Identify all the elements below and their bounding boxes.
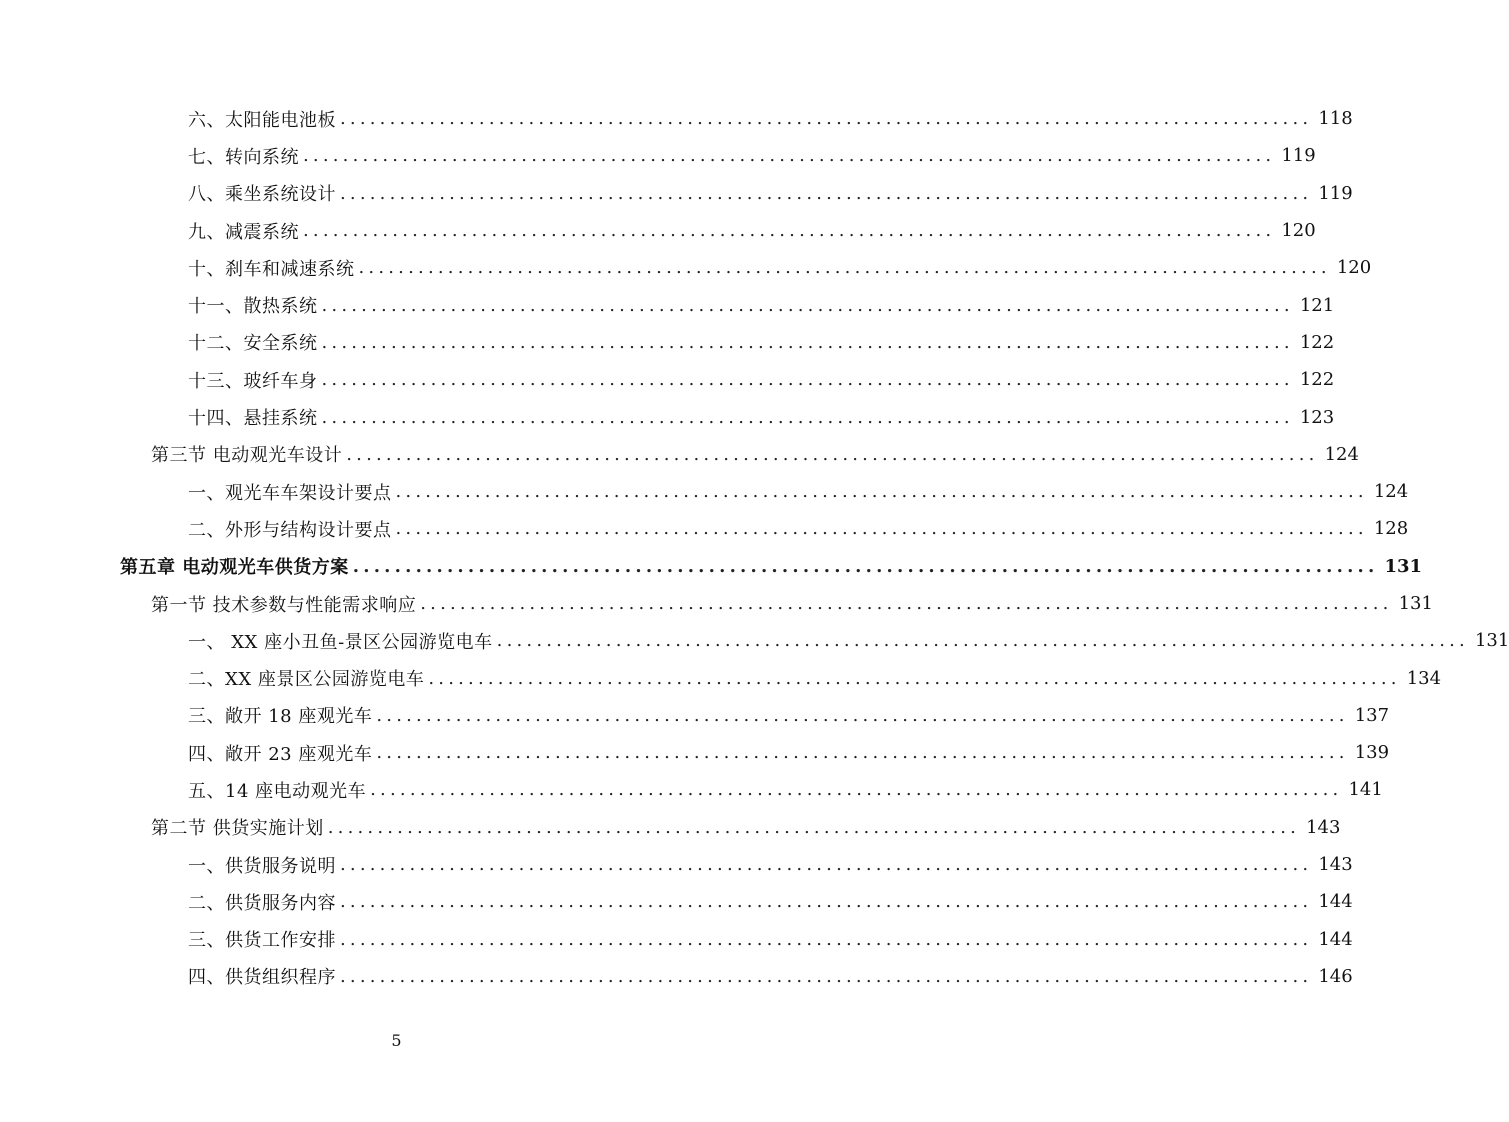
toc-entry-label: 十二、安全系统 — [188, 333, 318, 355]
toc-entry-label: 三、敞开 18 座观光车 — [188, 706, 373, 728]
page-number: 5 — [391, 1031, 402, 1050]
toc-entry-page: 131 — [1384, 555, 1423, 577]
dot-leader: .................................................................................................. — [321, 406, 1294, 428]
toc-entry-label: 五、14 座电动观光车 — [188, 780, 367, 802]
dot-leader: .................................................................................................. — [420, 593, 1393, 614]
toc-entry-label: 四、供货组织程序 — [188, 967, 336, 989]
toc-entry[interactable] — [0, 958, 1353, 995]
dot-leader: .................................................................................................. — [376, 742, 1349, 764]
toc-entry[interactable] — [0, 324, 1335, 361]
toc-entry-page: 122 — [1299, 331, 1335, 353]
toc-entry-page: 131 — [1398, 593, 1433, 614]
dot-leader: .................................................................................................. — [340, 182, 1313, 204]
toc-section-entry[interactable] — [0, 585, 1433, 622]
toc-entry[interactable] — [0, 734, 1390, 771]
toc-entry-page: 141 — [1348, 779, 1383, 801]
toc-entry-page: 118 — [1318, 108, 1353, 130]
toc-entry[interactable] — [0, 846, 1353, 883]
dot-leader: .................................................................................................. — [352, 555, 1379, 577]
toc-entry-label: 十三、玻纤车身 — [188, 370, 318, 392]
dot-leader: .................................................................................................. — [321, 294, 1294, 316]
table-of-contents — [0, 100, 1509, 995]
dot-leader: .................................................................................................. — [496, 630, 1469, 652]
toc-entry-label: 二、XX 座景区公园游览电车 — [188, 669, 425, 691]
dot-leader: .................................................................................................. — [395, 518, 1368, 540]
toc-entry-page: 123 — [1299, 406, 1335, 428]
toc-entry[interactable] — [0, 883, 1353, 920]
toc-entry-page: 124 — [1373, 481, 1409, 503]
dot-leader: .................................................................................................. — [327, 816, 1301, 838]
toc-entry-page: 119 — [1318, 182, 1353, 204]
toc-section-entry[interactable] — [0, 809, 1341, 846]
toc-entry-label: 六、太阳能电池板 — [188, 109, 336, 131]
toc-entry-page: 120 — [1336, 257, 1372, 279]
toc-entry[interactable] — [0, 697, 1390, 734]
toc-entry[interactable] — [0, 175, 1353, 212]
toc-entry-page: 143 — [1318, 854, 1353, 876]
dot-leader: .................................................................................................. — [428, 667, 1401, 689]
toc-entry[interactable] — [0, 398, 1335, 435]
toc-entry-label: 二、外形与结构设计要点 — [188, 519, 392, 541]
toc-entry-label: 十四、悬挂系统 — [188, 408, 318, 430]
dot-leader: .................................................................................................. — [370, 779, 1343, 801]
toc-entry-page: 146 — [1318, 965, 1353, 987]
toc-entry[interactable] — [0, 212, 1316, 249]
toc-entry[interactable] — [0, 100, 1353, 137]
dot-leader: .................................................................................................. — [321, 331, 1294, 353]
toc-entry-label: 第三节 电动观光车设计 — [151, 445, 343, 467]
dot-leader: .................................................................................................. — [358, 257, 1331, 279]
toc-entry-label: 九、减震系统 — [188, 221, 299, 243]
dot-leader: .................................................................................................. — [346, 443, 1319, 465]
dot-leader: .................................................................................................. — [340, 965, 1313, 987]
toc-entry-label: 第二节 供货实施计划 — [151, 818, 324, 840]
dot-leader: .................................................................................................. — [340, 891, 1313, 913]
toc-entry-page: 122 — [1299, 369, 1335, 391]
toc-entry[interactable] — [0, 249, 1372, 286]
toc-entry-label: 八、乘坐系统设计 — [188, 184, 336, 206]
toc-entry-page: 120 — [1281, 220, 1316, 242]
toc-entry-label: 七、转向系统 — [188, 146, 299, 168]
dot-leader: .................................................................................................. — [376, 704, 1349, 726]
toc-entry[interactable] — [0, 473, 1409, 510]
toc-entry-page: 143 — [1306, 816, 1341, 838]
dot-leader: .................................................................................................. — [340, 108, 1313, 130]
toc-entry[interactable] — [0, 921, 1353, 958]
toc-entry[interactable] — [0, 286, 1335, 323]
dot-leader: .................................................................................................. — [303, 145, 1276, 167]
toc-entry-label: 十、刹车和减速系统 — [188, 258, 355, 280]
toc-entry-page: 139 — [1354, 742, 1390, 764]
dot-leader: .................................................................................................. — [340, 854, 1313, 876]
toc-entry-label: 一、观光车车架设计要点 — [188, 482, 392, 504]
toc-section-entry[interactable] — [0, 436, 1359, 473]
toc-entry-label: 二、供货服务内容 — [188, 892, 336, 914]
toc-entry[interactable] — [0, 137, 1316, 174]
dot-leader: .................................................................................................. — [340, 928, 1313, 950]
dot-leader: .................................................................................................. — [303, 220, 1276, 242]
toc-entry-label: 一、 XX 座小丑鱼-景区公园游览电车 — [188, 631, 493, 653]
toc-entry-label: 三、供货工作安排 — [188, 930, 336, 952]
toc-entry[interactable] — [0, 622, 1509, 659]
toc-entry-page: 137 — [1354, 704, 1390, 726]
toc-entry[interactable] — [0, 510, 1409, 547]
toc-entry-label: 第五章 电动观光车供货方案 — [120, 557, 349, 579]
toc-entry[interactable] — [0, 361, 1335, 398]
toc-entry-page: 131 — [1474, 630, 1509, 652]
toc-entry-label: 四、敞开 23 座观光车 — [188, 743, 373, 765]
toc-entry-page: 119 — [1281, 145, 1316, 167]
toc-entry-label: 十一、散热系统 — [188, 296, 318, 318]
toc-chapter-entry[interactable] — [0, 548, 1423, 585]
toc-entry-label: 一、供货服务说明 — [188, 855, 336, 877]
toc-entry-page: 134 — [1406, 667, 1442, 689]
toc-entry-page: 144 — [1318, 891, 1353, 913]
toc-entry-page: 144 — [1318, 928, 1353, 950]
dot-leader: .................................................................................................. — [395, 481, 1368, 503]
toc-entry-page: 124 — [1324, 443, 1359, 465]
toc-entry[interactable] — [0, 771, 1383, 808]
toc-entry-page: 121 — [1299, 294, 1335, 316]
toc-entry[interactable] — [0, 659, 1442, 696]
toc-entry-page: 128 — [1373, 518, 1409, 540]
dot-leader: .................................................................................................. — [321, 369, 1294, 391]
toc-entry-label: 第一节 技术参数与性能需求响应 — [151, 594, 417, 616]
